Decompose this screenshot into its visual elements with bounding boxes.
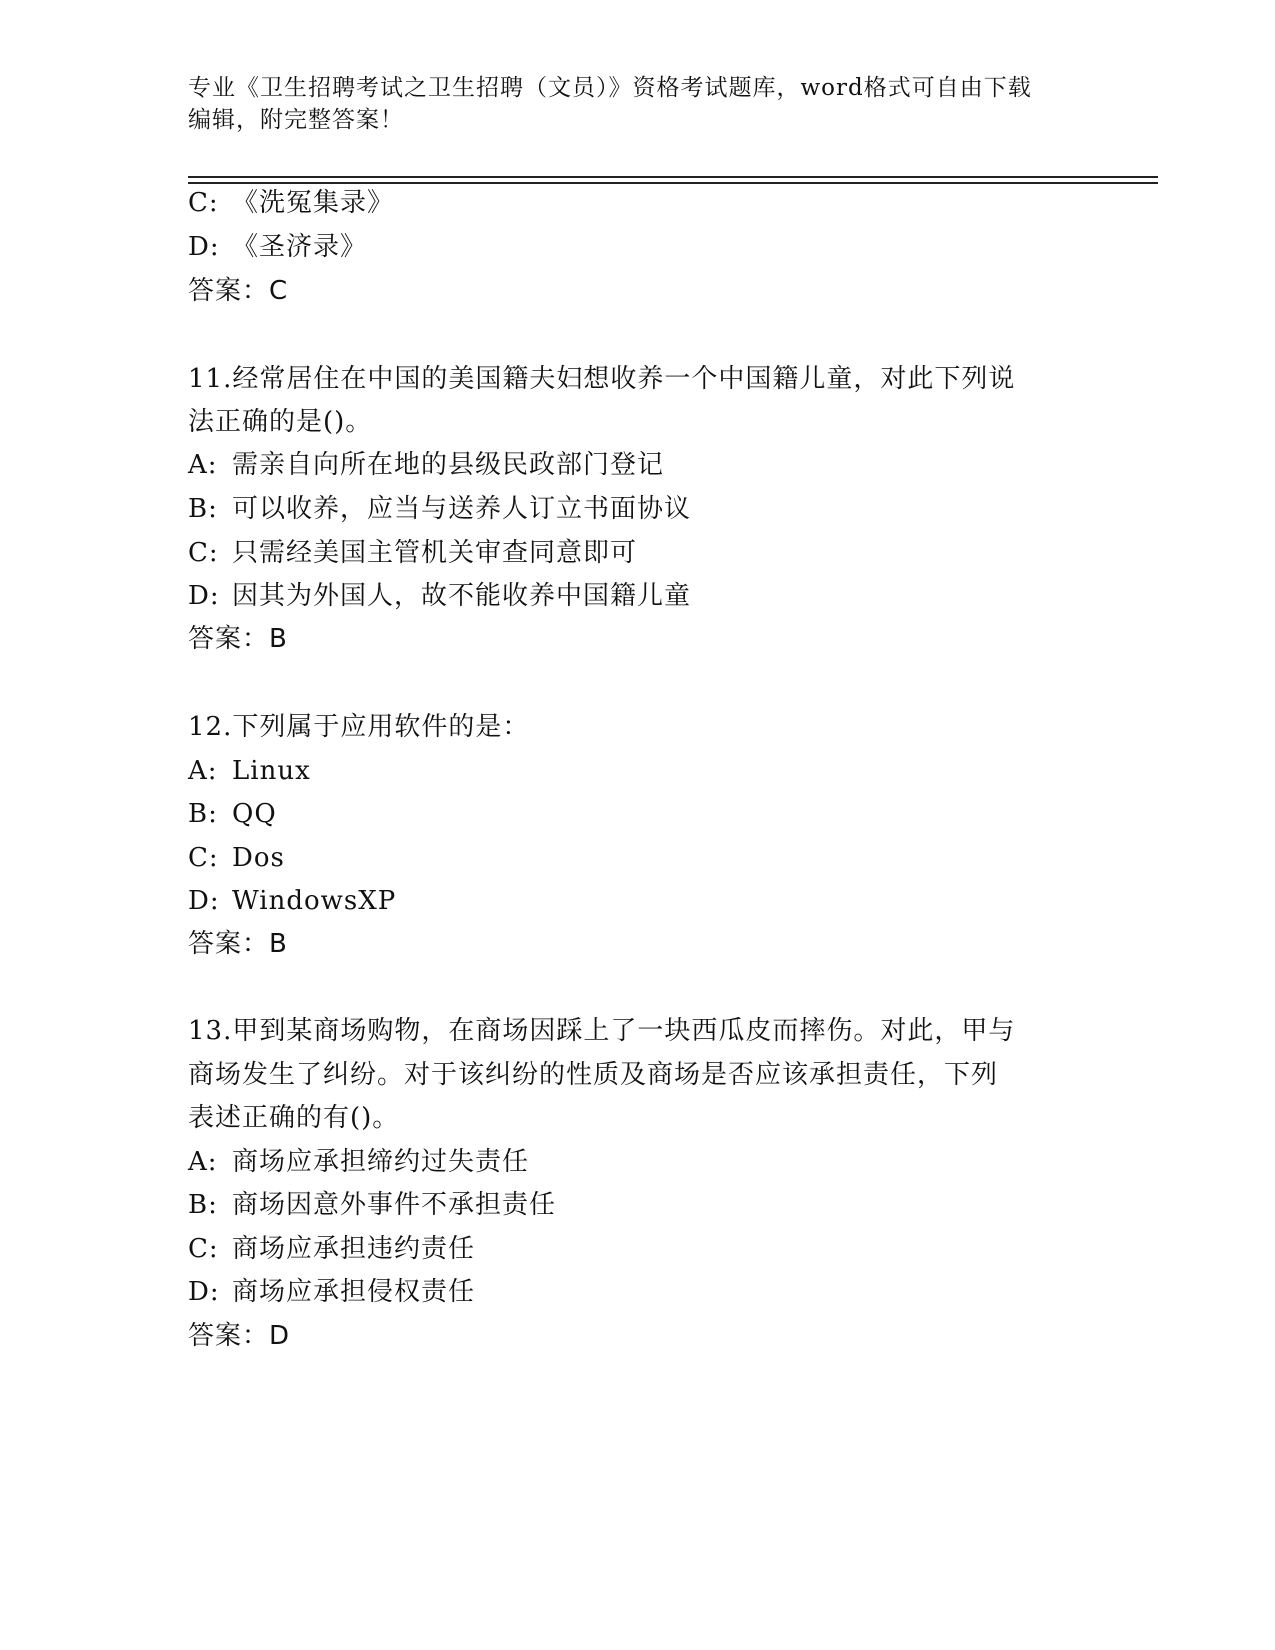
- option-label: D:: [188, 232, 220, 262]
- option-label: C:: [188, 538, 219, 568]
- document-header: [188, 72, 1068, 136]
- question-13-answer: 答案：D: [188, 1321, 291, 1351]
- question-11-option-c: [188, 536, 637, 570]
- header-divider-bottom: [188, 182, 1158, 184]
- option-text: 商场应承担缔约过失责任: [232, 1147, 530, 1177]
- question-12-option-c: [188, 841, 285, 875]
- question-11-option-a: [188, 448, 664, 482]
- option-text: 商场应承担违约责任: [232, 1234, 476, 1264]
- header-line-2: 编辑，附完整答案！: [188, 107, 404, 133]
- question-13-option-b: [188, 1188, 556, 1222]
- question-12-option-a: [188, 754, 311, 788]
- option-text: Linux: [232, 756, 311, 786]
- option-label: D:: [188, 886, 220, 916]
- question-11-stem-line-1: 11.经常居住在中国的美国籍夫妇想收养一个中国籍儿童，对此下列说: [188, 364, 1016, 394]
- header-line-1: 专业《卫生招聘考试之卫生招聘（文员）》资格考试题库，word格式可自由下载: [188, 75, 1032, 101]
- question-11-option-d: [188, 579, 691, 613]
- question-13-option-a: [188, 1145, 529, 1179]
- option-d: [188, 230, 367, 264]
- question-12-answer: 答案：B: [188, 929, 288, 959]
- option-label: A:: [188, 1147, 218, 1177]
- option-text: 因其为外国人，故不能收养中国籍儿童: [232, 581, 692, 611]
- option-text: 《洗冤集录》: [232, 188, 395, 218]
- question-12-stem: 12.下列属于应用软件的是：: [188, 712, 530, 742]
- header-divider-top: [188, 176, 1158, 178]
- option-label: B:: [188, 799, 218, 829]
- option-text: WindowsXP: [232, 886, 397, 916]
- option-label: A:: [188, 450, 218, 480]
- option-c: [188, 186, 394, 220]
- option-text: 需亲自向所在地的县级民政部门登记: [232, 450, 665, 480]
- question-12-option-d: [188, 884, 396, 918]
- option-label: C:: [188, 188, 219, 218]
- option-text: 只需经美国主管机关审查同意即可: [232, 538, 638, 568]
- option-label: B:: [188, 1190, 218, 1220]
- option-text: 商场应承担侵权责任: [232, 1277, 476, 1307]
- option-text: Dos: [232, 843, 285, 873]
- option-label: C:: [188, 843, 219, 873]
- option-text: 商场因意外事件不承担责任: [232, 1190, 557, 1220]
- question-13-stem-line-2: 商场发生了纠纷。对于该纠纷的性质及商场是否应该承担责任，下列: [188, 1060, 999, 1090]
- question-13-stem-line-1: 13.甲到某商场购物，在商场因踩上了一块西瓜皮而摔伤。对此，甲与: [188, 1016, 1016, 1046]
- answer-line: 答案：C: [188, 276, 289, 306]
- option-label: D:: [188, 1277, 220, 1307]
- question-11-stem-line-2: 法正确的是()。: [188, 407, 373, 437]
- option-label: C:: [188, 1234, 219, 1264]
- option-label: D:: [188, 581, 220, 611]
- option-text: 可以收养，应当与送养人订立书面协议: [232, 494, 692, 524]
- question-13-stem-line-3: 表述正确的有()。: [188, 1103, 400, 1133]
- question-13-option-d: [188, 1275, 475, 1309]
- option-label: B:: [188, 494, 218, 524]
- question-11-answer: 答案：B: [188, 624, 288, 654]
- option-label: A:: [188, 756, 218, 786]
- question-12-option-b: [188, 797, 277, 831]
- question-13-option-c: [188, 1232, 475, 1266]
- option-text: 《圣济录》: [232, 232, 368, 262]
- option-text: QQ: [232, 799, 277, 829]
- question-11-option-b: [188, 492, 691, 526]
